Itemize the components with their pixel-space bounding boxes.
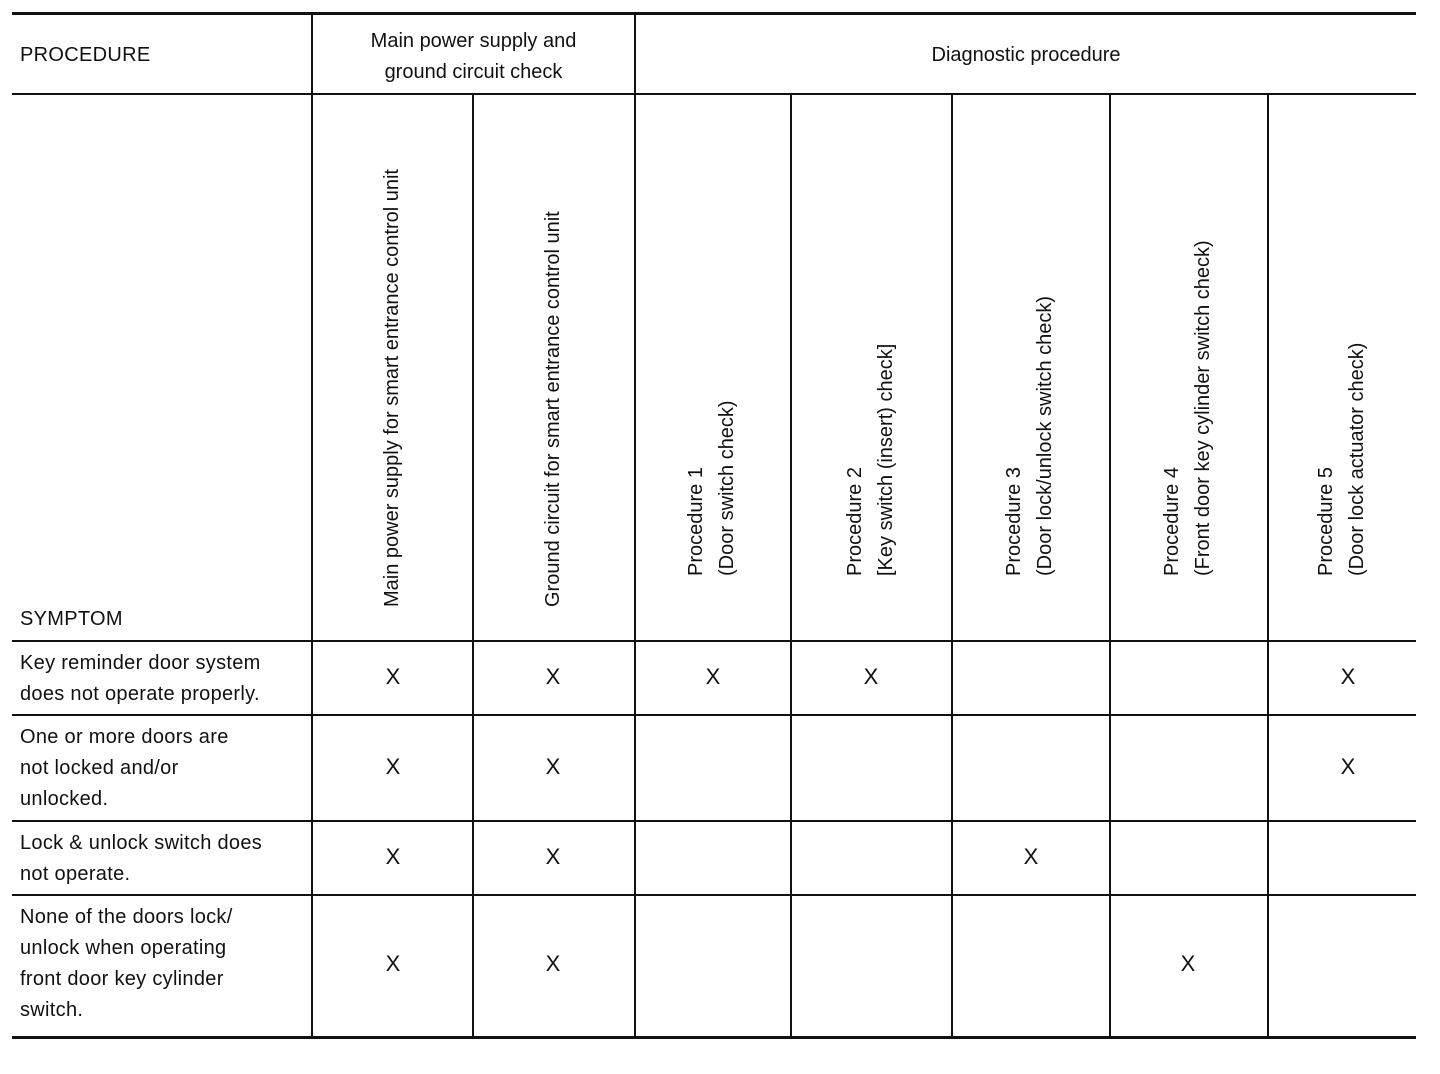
row-divider-rule <box>12 714 1416 716</box>
check-mark-cell: X <box>545 754 561 779</box>
column-header-procedure-4 <box>1111 96 1267 638</box>
diagnostic-group-header: Diagnostic procedure <box>931 44 1121 66</box>
column-header-line: (Door switch check) <box>716 400 738 576</box>
symptom-line: unlock when operating <box>20 937 227 959</box>
column-header-line: Procedure 5 <box>1314 467 1337 576</box>
column-header-procedure-1 <box>636 96 790 638</box>
check-mark-cell: X <box>545 951 561 976</box>
column-header-line: (Door lock/unlock switch check) <box>1034 295 1056 576</box>
column-header-procedure-2 <box>792 96 951 638</box>
table-top-rule <box>12 12 1416 15</box>
symptom-line: front door key cylinder <box>20 968 224 990</box>
symptom-line: unlocked. <box>20 788 109 810</box>
column-header-procedure-5 <box>1269 96 1416 638</box>
column-header-line: Procedure 1 <box>685 467 707 576</box>
check-mark-cell: X <box>385 754 401 779</box>
column-header-main-power <box>313 96 472 638</box>
symptom-line: not operate. <box>20 863 131 885</box>
group-header-line: ground circuit check <box>384 61 563 83</box>
column-header-line: Main power supply for smart entrance control unit <box>380 169 403 607</box>
header-divider-rule <box>12 93 1416 95</box>
column-header-ground-circuit <box>474 96 634 638</box>
row-divider-rule <box>12 820 1416 822</box>
column-header-line: [Key switch (insert) check] <box>874 343 897 576</box>
symptom-header: SYMPTOM <box>20 608 123 630</box>
symptom-cell <box>20 722 229 815</box>
symptom-cell <box>20 902 233 1026</box>
column-header-line: Procedure 4 <box>1161 467 1183 576</box>
check-mark-cell: X <box>545 844 561 869</box>
row-divider-rule <box>12 894 1416 896</box>
symptom-line: Key reminder door system <box>20 652 261 674</box>
check-mark-cell: X <box>1180 951 1196 976</box>
main-power-group-header <box>313 26 634 88</box>
column-header-line: Procedure 2 <box>843 467 866 576</box>
check-mark-cell: X <box>863 664 879 689</box>
group-header-line: Main power supply and <box>370 30 577 52</box>
diagnosis-table <box>12 12 1416 1040</box>
row-divider-rule <box>12 640 1416 642</box>
symptom-line: Lock & unlock switch does <box>20 832 263 854</box>
check-mark-cell: X <box>385 844 401 869</box>
check-mark-cell: X <box>385 664 401 689</box>
column-header-line: (Front door key cylinder switch check) <box>1192 240 1214 576</box>
check-mark-cell: X <box>545 664 561 689</box>
table-bottom-rule <box>12 1036 1416 1039</box>
symptom-line: One or more doors are <box>20 726 229 748</box>
symptom-line: None of the doors lock/ <box>20 906 233 928</box>
column-header-procedure-3 <box>953 96 1109 638</box>
check-mark-cell: X <box>385 951 401 976</box>
symptom-line: switch. <box>20 999 84 1021</box>
column-header-line: Procedure 3 <box>1003 467 1025 576</box>
symptom-cell <box>20 828 262 890</box>
column-header-line: (Door lock actuator check) <box>1345 342 1368 576</box>
symptom-cell <box>20 648 261 710</box>
check-mark-cell: X <box>1023 844 1039 869</box>
check-mark-cell: X <box>1340 664 1356 689</box>
procedure-header: PROCEDURE <box>20 44 151 66</box>
check-mark-cell: X <box>1340 754 1356 779</box>
symptom-line: does not operate properly. <box>20 683 260 705</box>
column-header-line: Ground circuit for smart entrance control unit <box>542 211 564 607</box>
symptom-line: not locked and/or <box>20 757 179 779</box>
check-mark-cell: X <box>705 664 721 689</box>
